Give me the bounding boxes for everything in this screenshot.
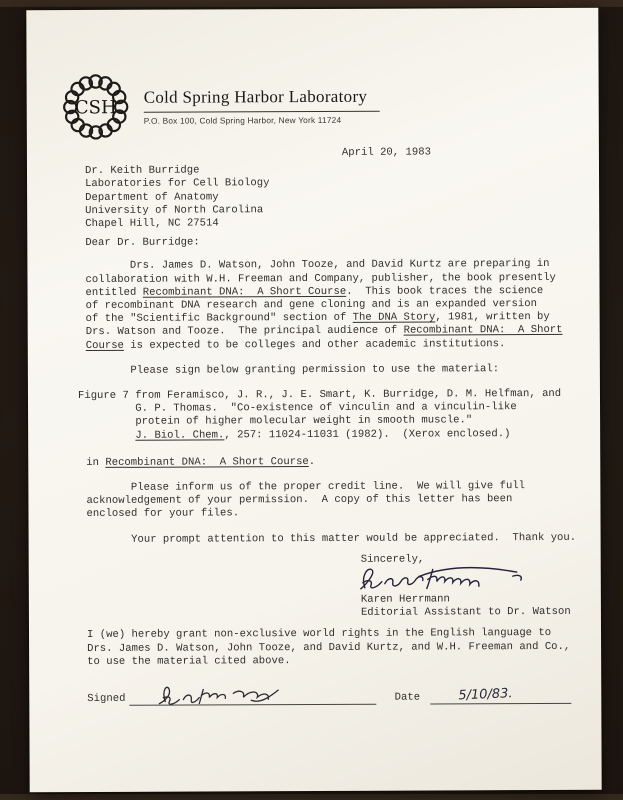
letter-line: enclosed for your files. — [86, 507, 240, 521]
citation-line: G. P. Thomas. "Co-existence of vinculin and a vinculin-like — [78, 401, 517, 416]
letter-line: of the "Scientific Background" section of The DNA Story, 1981, written by — [85, 311, 550, 326]
paragraph-1 — [85, 258, 599, 353]
letter-line: Please inform us of the proper credit line. We will give full — [86, 480, 526, 495]
letter-line: collaboration with W.H. Freeman and Company, publisher, the book presently — [85, 271, 556, 286]
recipient-line: Dr. Keith Burridge — [84, 164, 200, 178]
letter-line: to use the material cited above. — [87, 654, 291, 668]
letter-line: Course is expected to be colleges and other academic institutions. — [85, 337, 506, 352]
letter-line: acknowledgement of your permission. A copy of this letter has been — [86, 493, 513, 508]
csh-logo-text: CSH — [74, 97, 117, 119]
letter-line: Drs. James D. Watson, John Tooze, and David Kurtz, and W.H. Freeman and Co., — [87, 640, 571, 655]
signed-signature-line — [129, 688, 376, 706]
letter-line: Please sign below granting permission to use the material: — [85, 363, 500, 377]
letter-line: I (we) hereby grant non-exclusive world rights in the English language to — [86, 627, 552, 642]
paragraph-3 — [86, 480, 600, 522]
closing-sincerely: Sincerely, — [360, 553, 425, 566]
scan-edge-top — [0, 0, 623, 7]
signer-name: Karen Herrmann — [360, 593, 450, 606]
citation-line: protein of higher molecular weight in smooth muscle." — [78, 414, 473, 429]
keith-burridge-handwritten-signature — [151, 681, 283, 708]
paragraph-4 — [87, 531, 601, 546]
letterhead-text — [144, 87, 380, 126]
letter-line: entitled Recombinant DNA: A Short Course. This book traces the science — [85, 284, 544, 299]
letter-line: in Recombinant DNA: A Short Course. — [86, 455, 316, 469]
grant-statement — [87, 627, 601, 669]
scan-edge-bottom — [0, 794, 623, 800]
organization-name: Cold Spring Harbor Laboratory — [143, 86, 368, 107]
signature-row — [87, 687, 571, 706]
letter-line: Drs. Watson and Tooze. The principal audience of Recombinant DNA: A Short — [85, 324, 563, 339]
letter-line: Drs. James D. Watson, John Tooze, and David Kurtz are preparing in — [85, 258, 550, 273]
recipient-line: Department of Anatomy — [85, 191, 219, 204]
letterhead — [61, 70, 599, 142]
date-label: Date — [394, 691, 421, 704]
letterhead-rule — [144, 111, 380, 113]
signer-title: Editorial Assistant to Dr. Watson — [360, 606, 571, 620]
citation-line: J. Biol. Chem., 257: 11024-11031 (1982). (Xerox enclosed.) — [135, 427, 511, 442]
karen-herrmann-handwritten-signature — [355, 563, 533, 594]
recipient-line: Laboratories for Cell Biology — [85, 177, 270, 191]
letter-line: of recombinant DNA research and gene cloning and is an expanded version — [85, 298, 537, 313]
signed-label: Signed — [87, 692, 126, 705]
in-book-line — [86, 455, 600, 470]
salutation: Dear Dr. Burridge: — [85, 236, 200, 250]
citation-line: Figure 7 from Feramisco, J. R., J. E. Smart, K. Burridge, D. M. Helfman, and — [77, 387, 562, 403]
recipient-line: University of North Carolina — [85, 204, 264, 217]
letter-paper — [26, 8, 601, 792]
letter-date: April 20, 1983 — [341, 146, 431, 159]
date-line — [430, 687, 571, 705]
letter-line: Your prompt attention to this matter would be appreciated. Thank you. — [86, 531, 577, 546]
closing-block — [361, 553, 601, 621]
csh-plasmid-logo-icon — [61, 72, 131, 142]
recipient-address — [85, 163, 599, 231]
paragraph-request — [86, 363, 600, 378]
recipient-line: Chapel Hill, NC 27514 — [85, 217, 219, 231]
handwritten-date: 5/10/83. — [457, 686, 513, 704]
organization-address: P.O. Box 100, Cold Spring Harbor, New York 11724 — [143, 114, 342, 126]
figure-citation — [78, 388, 600, 443]
